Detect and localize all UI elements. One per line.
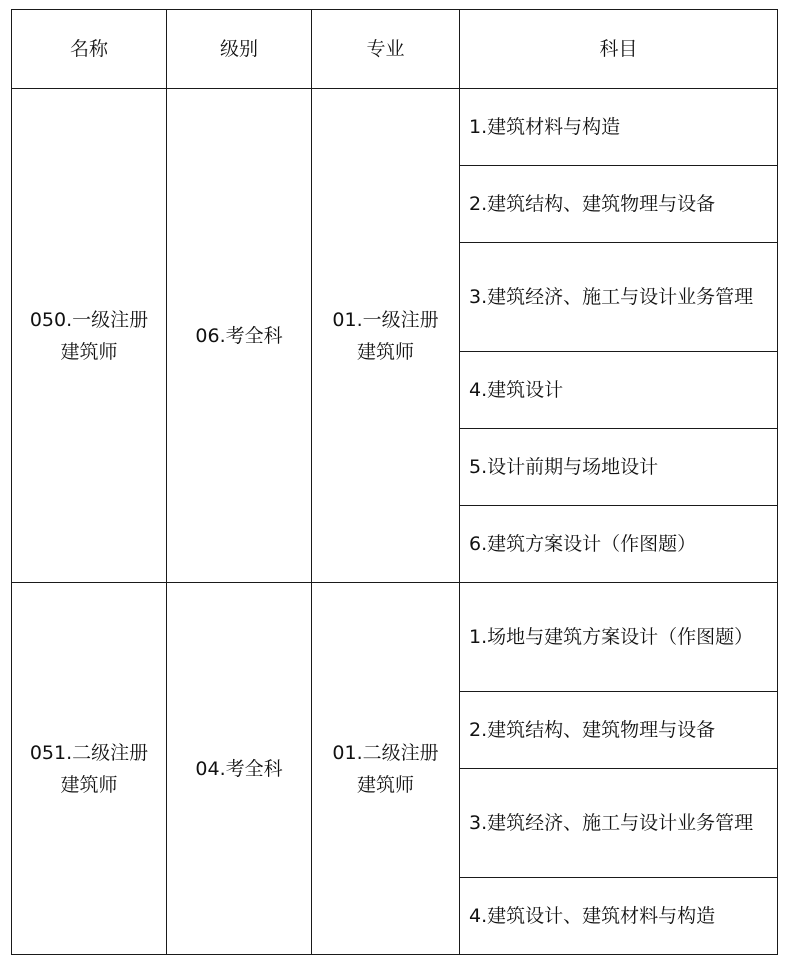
group-2-name-line1: 051.二级注册 <box>29 741 149 764</box>
group-1-name-cell <box>12 89 167 583</box>
header-name: 名称 <box>12 10 167 89</box>
header-level: 级别 <box>167 10 312 89</box>
group-1-major-line1: 01.一级注册 <box>332 308 439 331</box>
group-1-major-cell <box>312 89 460 583</box>
group-2-subject-2: 2.建筑结构、建筑物理与设备 <box>460 692 778 769</box>
table-row <box>12 89 778 166</box>
table-header-row <box>12 10 778 89</box>
table-row <box>12 583 778 692</box>
group-2-name-line2: 建筑师 <box>60 773 118 796</box>
group-1-subject-3: 3.建筑经济、施工与设计业务管理 <box>460 243 778 352</box>
group-1-name-line1: 050.一级注册 <box>29 308 149 331</box>
header-major: 专业 <box>312 10 460 89</box>
group-1-subject-5: 5.设计前期与场地设计 <box>460 429 778 506</box>
group-2-major-line2: 建筑师 <box>356 773 414 796</box>
group-1-subject-1: 1.建筑材料与构造 <box>460 89 778 166</box>
group-2-major-cell <box>312 583 460 955</box>
header-subject: 科目 <box>460 10 778 89</box>
exam-subject-table <box>11 9 778 955</box>
group-1-subject-4: 4.建筑设计 <box>460 352 778 429</box>
group-1-level-cell: 06.考全科 <box>167 89 312 583</box>
exam-subject-table-container <box>11 9 778 955</box>
group-1-subject-6: 6.建筑方案设计（作图题） <box>460 506 778 583</box>
group-2-name-cell <box>12 583 167 955</box>
group-1-subject-2: 2.建筑结构、建筑物理与设备 <box>460 166 778 243</box>
group-2-subject-4: 4.建筑设计、建筑材料与构造 <box>460 878 778 955</box>
group-2-major-line1: 01.二级注册 <box>332 741 439 764</box>
group-2-level-cell: 04.考全科 <box>167 583 312 955</box>
group-1-name-line2: 建筑师 <box>60 340 118 363</box>
group-2-subject-3: 3.建筑经济、施工与设计业务管理 <box>460 769 778 878</box>
group-2-subject-1: 1.场地与建筑方案设计（作图题） <box>460 583 778 692</box>
group-1-major-line2: 建筑师 <box>356 340 414 363</box>
